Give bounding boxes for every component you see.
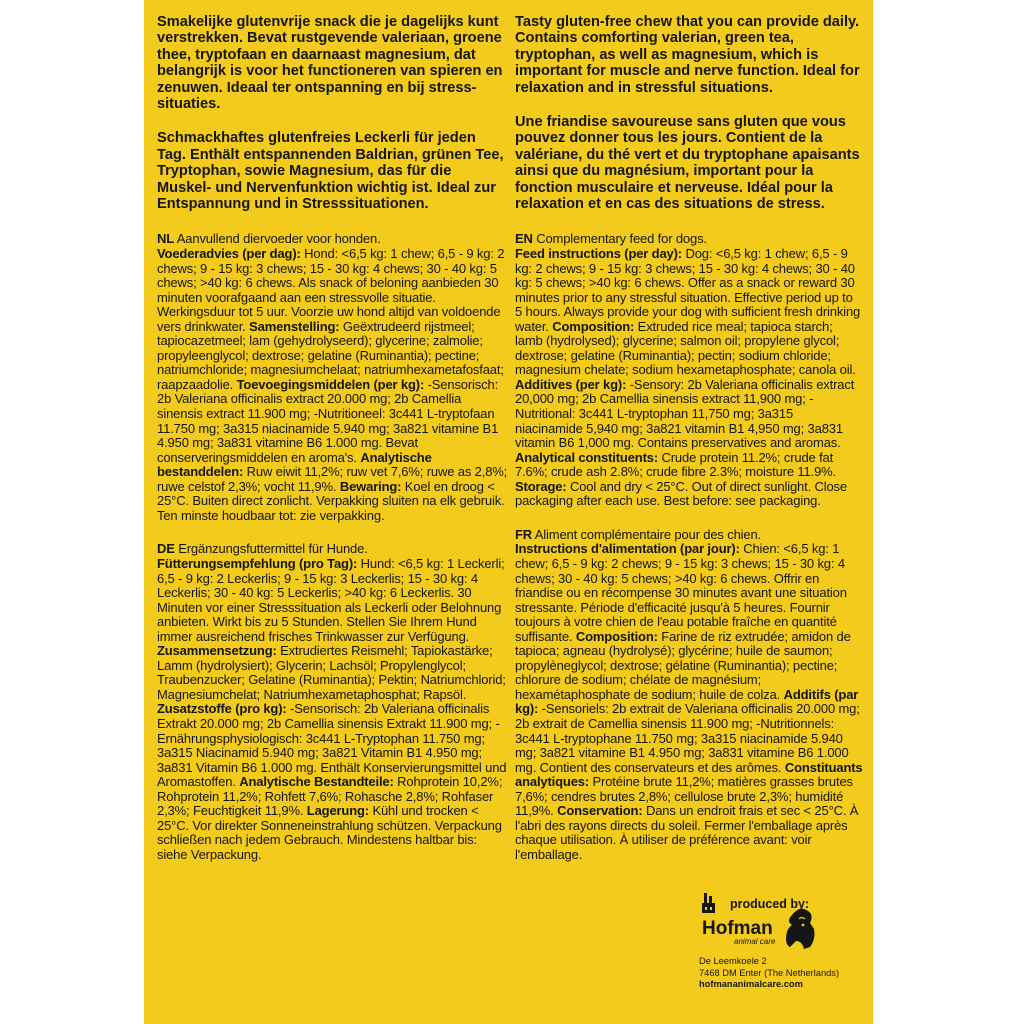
nl-composition-text: Geëxtrudeerd rijstmeel; tapiocazetmeel; lam (gehydrolyseerd); glycerine; zalmolie; propyleenglycol; dextrose; gelatine (Ruminantia); pectine; natriumchloride; magnesiumchelaat; natriumhexametafosfaat; raapzaadolie.: [157, 318, 504, 392]
de-storage-label: Lagerung:: [306, 803, 369, 819]
nl-storage-label: Bewaring:: [339, 478, 402, 494]
fr-feed-label: Instructions d'alimentation (par jour):: [515, 541, 740, 557]
fr-intro: Aliment complémentaire pour des chien.: [532, 526, 762, 542]
en-feed-text: Dog: <6,5 kg: 1 chew; 6,5 - 9 kg: 2 chews; 9 - 15 kg: 3 chews; 15 - 30 kg: 4 chews; 30 - 40 kg: 5 chews; >40 kg: 6 chews. Offer as a snack or reward 30 minutes prior to any stressful situation. Effective period up to 5 hours. Always provide your dog with sufficient fresh drinking water.: [515, 246, 861, 334]
fr-composition-text: Farine de riz extrudée; amidon de tapioca; agneau (hydrolysé); glycérine; huile de saumon; propylèneglycol; dextrose; gélatine (Ruminantia); pectine; chlorure de sodium; chélate de magnésium; hexamétaphosphate de sodium; huile de colza.: [515, 628, 851, 702]
nl-composition-label: Samenstelling:: [249, 318, 340, 334]
de-intro: Ergänzungsfuttermittel für Hunde.: [174, 541, 368, 557]
fr-headline: Une friandise savoureuse sans gluten que vous pouvez donner tous les jours. Contient de la valériane, du thé vert et du tryptophane apaisants ainsi que du magnésium, important pour la fonction musculaire et nerveuse. Idéal pour la relaxation et en cas des situations de stress.: [515, 114, 860, 213]
right-column: [515, 14, 863, 862]
de-feed-text: Hund: <6,5 kg: 1 Leckerli; 6,5 - 9 kg: 2 Leckerlis; 9 - 15 kg: 3 Leckerlis; 15 - 30 kg: 4 Leckerlis; 30 - 40 kg: 5 Leckerlis; >40 kg: 6 Leckerlis. 30 Minuten vor einer Stresssituation als Leckerli oder Belohnung anbieten. Wirkt bis zu 5 Stunden. Stellen Sie Ihrem Hund immer ausreichend frisches Trinkwasser zur Verfügung.: [157, 555, 505, 644]
de-additives-text: -Sensorisch: 2b Valeriana officinalis Extrakt 20.000 mg; 2b Camellia sinensis Extrakt 11.900 mg; -Ernährungsphysiologisch: 3c441 L-Tryptophan 11.750 mg; 3a315 Niacinamid 5.940 mg; 3a821 Vitamin B1 4.950 mg; 3a831 Vitamin B6 1.000 mg. Enthält Konservierungsmittel und Aromastoffen.: [157, 701, 507, 790]
de-feed-label: Fütterungsempfehlung (pro Tag):: [157, 555, 358, 571]
de-storage-text: Kühl und trocken < 25°C. Vor direkter Sonneneinstrahlung schützen. Verpackung schließen nach jedem Gebrauch. Mindestens haltbar bis: siehe Verpackung.: [157, 803, 502, 862]
fr-analytic-text: Protéine brute 11,2%; matières grasses brutes 7,6%; cendres brutes 2,8%; cellulose brute 2,3%; humidité 11,9%.: [515, 774, 853, 819]
de-composition-label: Zusammensetzung:: [157, 643, 277, 659]
fr-additives-label: Additifs (par kg):: [515, 686, 859, 717]
address-line2: 7468 DM Enter (The Netherlands): [699, 967, 840, 978]
en-feed-label: Feed instructions (per day):: [515, 246, 682, 262]
nl-storage-text: Koel en droog < 25°C. Buiten direct zonlicht. Verpakking sluiten na elk gebruik. Ten minste houdbaar tot: zie verpakking.: [157, 478, 505, 523]
fr-composition-label: Composition:: [575, 628, 658, 644]
brand-subtitle: animal care: [734, 937, 776, 946]
en-analytic-label: Analytical constituents:: [515, 449, 659, 465]
nl-headline: Smakelijke glutenvrije snack die je dagelijks kunt verstrekken. Bevat rustgevende valeriaan, groene thee, tryptofaan en daarnaast magnesium, dat belangrijk is voor het functioneren van spieren en zenuwen. Ideaal ter ontspanning en bij stress-situaties.: [157, 14, 503, 113]
de-headline: Schmackhaftes glutenfreies Leckerli für jeden Tag. Enthält entspannenden Baldrian, grünen Tee, Tryptophan, sowie Magnesium, das für die Muskel- und Nervenfunktion wichtig ist. Ideal zur Entspannung und in Stresssituationen.: [157, 130, 504, 213]
fr-feed-text: Chien: <6,5 kg: 1 chew; 6,5 - 9 kg: 2 chews; 9 - 15 kg: 3 chews; 15 - 30 kg: 4 chews; 30 - 40 kg: 5 chews; >40 kg: 6 chews. Offrir en friandise ou en récompense 30 minutes avant une situation stressante. Période d'efficacité jusqu'à 5 heures. Fournir toujours à votre chien de l'eau potable fraîche en quantité suffisante.: [515, 541, 847, 644]
nl-additives-label: Toevoegingsmiddelen (per kg):: [236, 376, 425, 392]
en-additives-label: Additives (per kg):: [515, 376, 627, 392]
nl-additives-text: -Sensorisch: 2b Valeriana officinalis extract 20.000 mg; 2b Camellia sinensis extract 11.900 mg; -Nutritioneel: 3c441 L-tryptofaan 11.750 mg; 3a315 niacinamide 5.940 mg; 3a821 vitamine B1 4.950 mg; 3a831 vitamine B6 1.000 mg. Bevat conserveringsmiddelen en aroma's.: [157, 376, 499, 465]
label-panel: [144, 0, 873, 1024]
fr-section: [515, 528, 863, 863]
nl-analytic-label: Analytische bestanddelen:: [157, 449, 432, 480]
de-analytic-text: Rohprotein 10,2%; Rohprotein 11,2%; Rohfett 7,6%; Rohasche 2,8%; Rohfaser 2,3%; Feuchtigkeit 11,9%.: [157, 774, 503, 819]
hofman-logo: [700, 889, 820, 953]
brand-name: Hofman: [702, 918, 773, 939]
de-code: DE: [157, 541, 175, 557]
fr-code: FR: [515, 526, 533, 542]
en-headline: Tasty gluten-free chew that you can provide daily. Contains comforting valerian, green tea, tryptophan, as well as magnesium, which is important for muscle and nerve function. Ideal for relaxation and in stressful situations.: [515, 14, 860, 96]
website: hofmananimalcare.com: [699, 979, 803, 990]
left-column: [157, 14, 508, 862]
fr-storage-label: Conservation:: [557, 803, 643, 819]
nl-section: [157, 232, 508, 523]
en-storage-label: Storage:: [515, 478, 567, 494]
en-storage-text: Cool and dry < 25°C. Out of direct sunlight. Close packaging after each use. Best before: see packaging.: [515, 478, 847, 509]
en-composition-label: Composition:: [552, 318, 635, 334]
nl-intro: Aanvullend diervoeder voor honden.: [174, 231, 381, 247]
en-code: EN: [515, 231, 533, 247]
nl-analytic-text: Ruw eiwit 11,2%; ruw vet 7,6%; ruwe as 2,8%; ruwe celstof 2,3%; vocht 11,9%.: [157, 464, 508, 494]
en-section: [515, 232, 863, 508]
nl-feed-label: Voederadvies (per dag):: [157, 246, 301, 262]
address-block: [699, 956, 839, 991]
produced-by-label: produced by:: [730, 897, 810, 911]
en-additives-text: -Sensory: 2b Valeriana officinalis extract 20,000 mg; 2b Camellia sinensis extract 11,900 mg; -Nutritional: 3c441 L-tryptophan 11,750 mg; 3a315 niacinamide 5,940 mg; 3a821 vitamin B1 4,950 mg; 3a831 vitamin B6 1,000 mg. Contains preservatives and aromas.: [515, 376, 855, 451]
address-line1: De Leemkoele 2: [699, 956, 767, 966]
en-analytic-text: Crude protein 11.2%; crude fat 7.6%; crude ash 2.8%; crude fibre 2.3%; moisture 11.9%.: [515, 449, 837, 480]
en-intro: Complementary feed for dogs.: [532, 231, 707, 247]
fr-additives-text: -Sensoriels: 2b extrait de Valeriana officinalis 20.000 mg; 2b extrait de Camellia sinensis 11.900 mg; -Nutritionnels: 3c441 L-tryptophane 11.750 mg; 3a315 niacinamide 5.940 mg; 3a821 vitamine B1 4.950 mg; 3a831 vitamine B6 1.000 mg. Contient des conservateurs et des arômes.: [515, 701, 860, 775]
fr-analytic-label: Constituants analytiques:: [515, 759, 863, 790]
nl-feed-text: Hond: <6,5 kg: 1 chew; 6,5 - 9 kg: 2 chews; 9 - 15 kg: 3 chews; 15 - 30 kg: 4 chews; 30 - 40 kg: 5 chews; >40 kg: 6 chews. Als snack of beloning aanbieden 30 minuten voorafgaand aan een stressvolle situatie. Werkingsduur tot 5 uur. Voorzie uw hond altijd van voldoende vers drinkwater.: [157, 246, 505, 334]
de-composition-text: Extrudiertes Reismehl; Tapiokastärke; Lamm (hydrolysiert); Glycerin; Lachsöl; Propylenglycol; Traubenzucker; Gelatine (Ruminantia); Pektin; Natriumchlorid; Magnesiumchelat; Natriumhexametaphosphat; Rapsöl.: [157, 643, 506, 702]
nl-code: NL: [157, 231, 175, 247]
en-composition-text: Extruded rice meal; tapioca starch; lamb (hydrolysed); glycerine; salmon oil; propylene glycol; dextrose; gelatine (Ruminantia); pectin; sodium chloride; magnesium chelate; sodium hexametaphosphate; canola oil.: [515, 318, 856, 378]
fr-storage-text: Dans un endroit frais et sec < 25°C. À l'abri des rayons directs du soleil. Fermer l'emballage après chaque utilisation. À utiliser de préférence avant: voir l'emballage.: [515, 803, 859, 862]
de-additives-label: Zusatzstoffe (pro kg):: [157, 701, 287, 717]
de-section: [157, 542, 508, 862]
de-analytic-label: Analytische Bestandteile:: [239, 774, 394, 790]
